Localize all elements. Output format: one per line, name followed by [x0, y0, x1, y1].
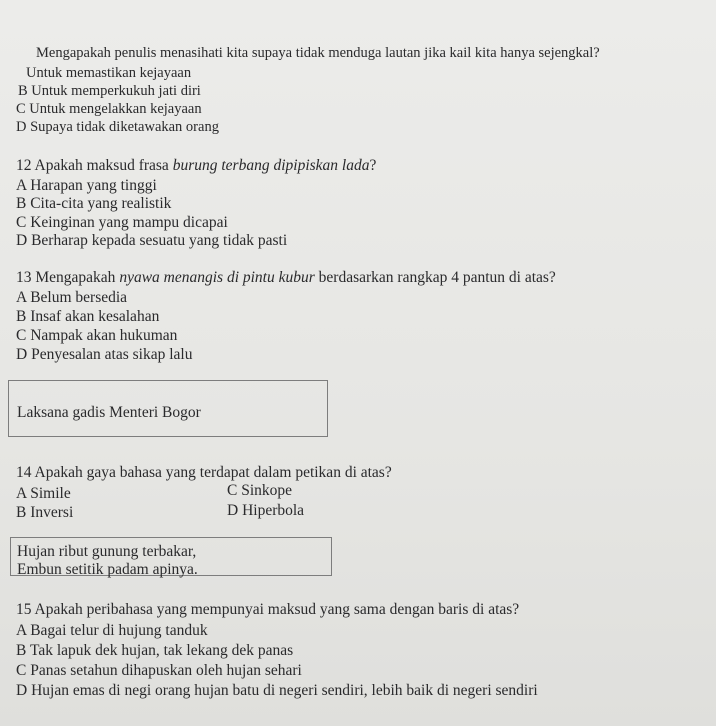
q11-question: Mengapakah penulis menasihati kita supaya tidak menduga lautan jika kail kita hanya sejengkal?	[36, 45, 600, 61]
q13-option-a: A Belum bersedia	[16, 289, 128, 306]
q15-option-b: B Tak lapuk dek hujan, tak lekang dek panas	[16, 642, 294, 659]
q15-option-a: A Bagai telur di hujung tanduk	[16, 622, 208, 639]
q15-option-d: D Hujan emas di negi orang hujan batu di negeri sendiri, lebih baik di negeri sendiri	[16, 682, 538, 699]
q15-question: 15 Apakah peribahasa yang mempunyai maksud yang sama dengan baris di atas?	[16, 601, 520, 618]
q13-option-c: C Nampak akan hukuman	[16, 327, 178, 344]
excerpt-1-text: Laksana gadis Menteri Bogor	[17, 404, 201, 421]
q13-question: 13 Mengapakah nyawa menangis di pintu kubur berdasarkan rangkap 4 pantun di atas?	[16, 269, 556, 286]
q14-option-d: D Hiperbola	[227, 502, 305, 519]
q13-option-b: B Insaf akan kesalahan	[16, 308, 160, 325]
q11-option-b: B Untuk memperkukuh jati diri	[18, 83, 201, 99]
q12-option-a: A Harapan yang tinggi	[16, 177, 157, 194]
excerpt-2-line-1: Hujan ribut gunung terbakar,	[17, 543, 197, 560]
q12-option-b: B Cita-cita yang realistik	[16, 195, 172, 212]
q12-option-c: C Keinginan yang mampu dicapai	[16, 214, 228, 231]
q11-option-c: C Untuk mengelakkan kejayaan	[16, 101, 202, 117]
q14-question: 14 Apakah gaya bahasa yang terdapat dalam petikan di atas?	[16, 464, 392, 481]
q14-option-c: C Sinkope	[227, 482, 293, 499]
q14-option-a: A Simile	[16, 485, 71, 502]
q14-option-b: B Inversi	[16, 504, 74, 521]
q12-option-d: D Berharap kepada sesuatu yang tidak pasti	[16, 232, 288, 249]
excerpt-2-line-2: Embun setitik padam apinya.	[17, 561, 198, 578]
q11-option-a: Untuk memastikan kejayaan	[26, 65, 192, 81]
q12-question: 12 Apakah maksud frasa burung terbang dipipiskan lada?	[16, 157, 377, 174]
q13-option-d: D Penyesalan atas sikap lalu	[16, 346, 193, 363]
q15-option-c: C Panas setahun dihapuskan oleh hujan sehari	[16, 662, 302, 679]
q11-option-d: D Supaya tidak diketawakan orang	[16, 119, 219, 135]
